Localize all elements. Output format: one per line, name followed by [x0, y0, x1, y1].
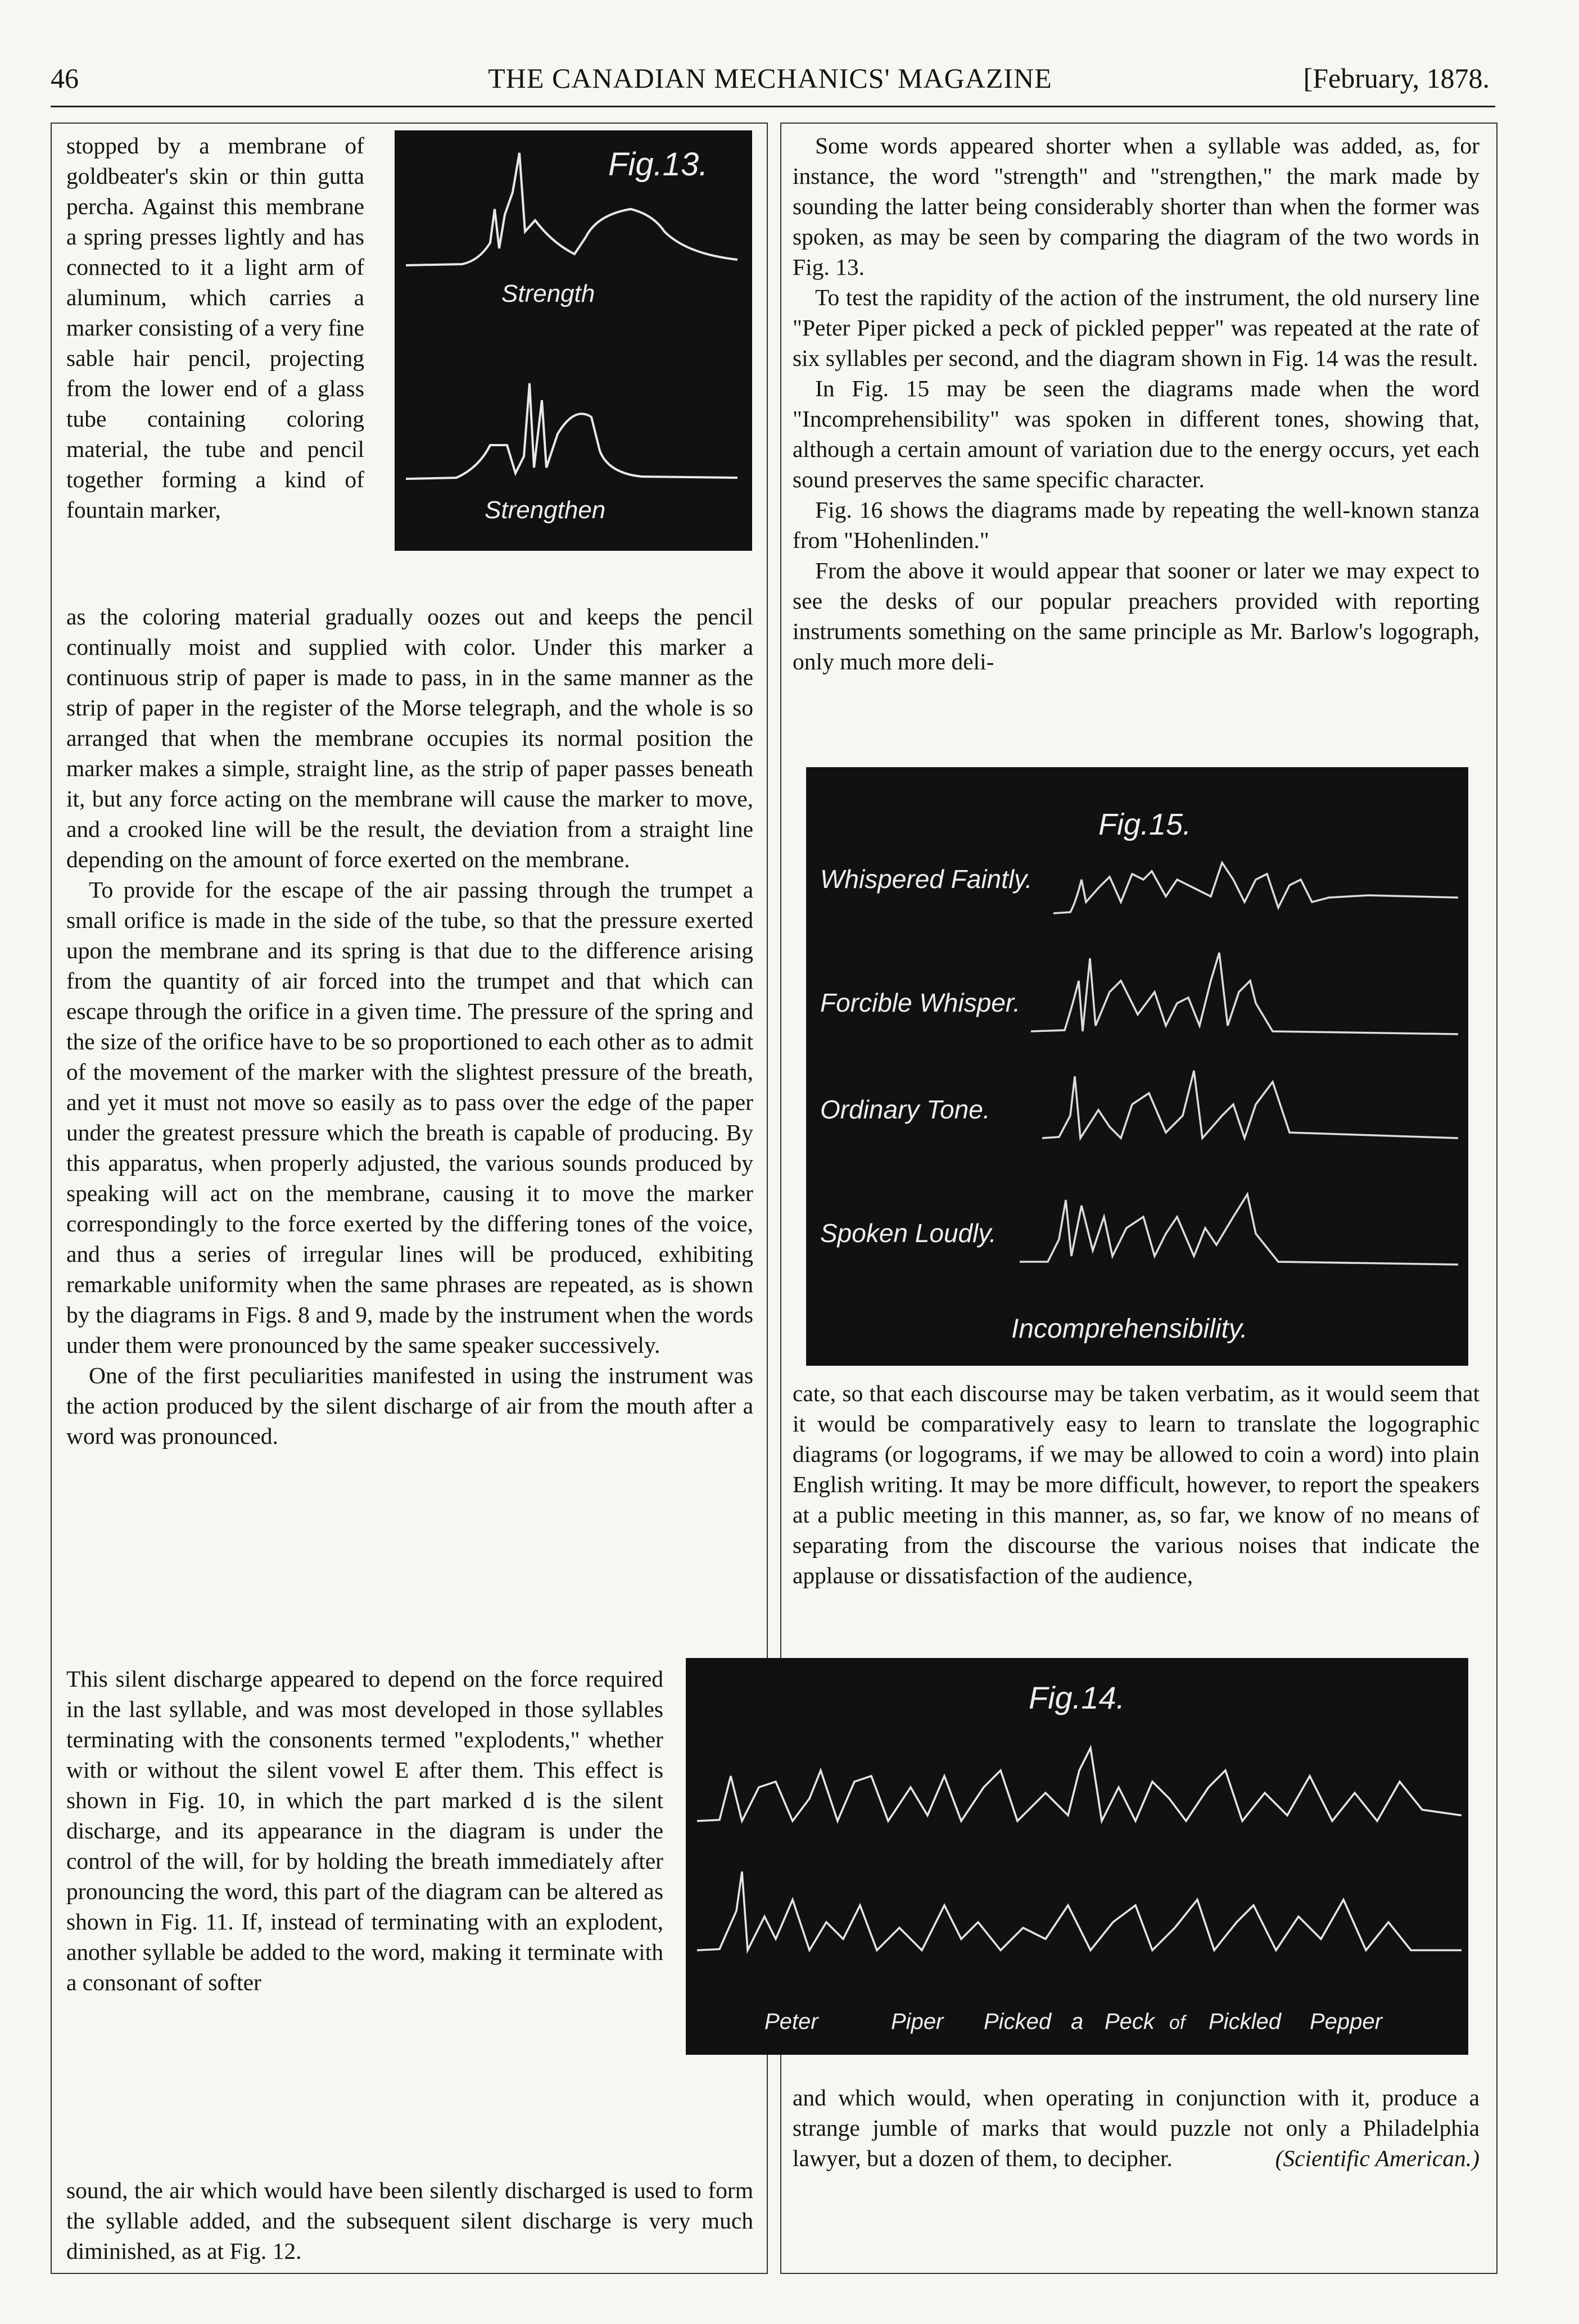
paragraph: To provide for the escape of the air passing through the trumpet a small orifice is made in the side of the tube, so that the pressure exerted upon the membrane and its spring is that due to the difference arising from the quantity of air forced into the trumpet and that which can escape through the orifice in a given time. The pressure of the spring and the size of the orifice have to be so proportioned to each other as to admit of the movement of the marker with the slightest pressure of the breath, and yet it must not move so easily as to pass over the edge of the paper under the greatest pressure which the breath is capable of producing. By this apparatus, when properly adjusted, the various sounds produced by speaking will act on the membrane, causing it to move the marker correspondingly to the force exerted by the differing tones of the voice, and thus a series of irregular lines will be produced, exhibiting remarkable uniformity when the same phrases are repeated, as is shown by the diagrams in Figs. 8 and 9, made by the instrument when the words under them were pronounced by the same speaker successively. [66, 877, 753, 1358]
paragraph: From the above it would appear that sooner or later we may expect to see the desks of our popular preachers provided with reporting instruments something on the same principle as Mr. Barlow's logograph, only much more deli- [793, 558, 1480, 674]
paragraph: To test the rapidity of the action of the instrument, the old nursery line "Peter Piper picked a peck of pickled pepper" was repeated at the rate of six syllables per second, and the diagram shown in Fig. 14 was the result. [793, 284, 1480, 371]
word-caption: Peter [764, 2009, 818, 2034]
page-number: 46 [51, 62, 79, 94]
figure-13-label: Fig.13. [608, 146, 708, 183]
paragraph: stopped by a membrane of goldbeater's skin or thin gutta percha. Against this membrane a spring presses lightly and has connected to it a light arm of aluminum, which carries a marker consisting of a very fine sable hair pencil, projecting from the lower end of a glass tube containing coloring material, the tube and pencil together forming a kind of fountain marker, [66, 133, 364, 523]
header-rule [51, 106, 1495, 107]
figure-15-svg [806, 767, 1468, 1366]
spoken-loudly-waveform [1020, 1194, 1458, 1265]
strengthen-waveform [406, 383, 738, 479]
left-column-fig14-wrap [66, 1664, 663, 1997]
right-column-bottom [793, 2082, 1480, 2173]
paragraph: In Fig. 15 may be seen the diagrams made when the word "Incomprehensibility" was spoken in different tones, showing that, although a certain amount of variation due to the energy occurs, yet each sound preserves the same specific character. [793, 375, 1480, 492]
figure-14-label: Fig.14. [1029, 1680, 1125, 1715]
paragraph: One of the first peculiarities manifested in using the instrument was the action produced by the silent discharge of air from the mouth after a word was pronounced. [66, 1362, 753, 1449]
strength-caption: Strength [501, 280, 595, 307]
left-column-main [66, 601, 753, 1451]
paragraph: sound, the air which would have been silently discharged is used to form the syllable added, and the subsequent silent discharge is very much diminished, as at Fig. 12. [66, 2177, 753, 2264]
word-caption: Peck [1105, 2009, 1155, 2034]
strengthen-caption: Strengthen [485, 496, 606, 524]
word-caption: Piper [891, 2009, 944, 2034]
row-label-forcible-whisper: Forcible Whisper. [820, 988, 1021, 1017]
forcible-whisper-waveform [1031, 953, 1458, 1034]
closing-text: and which would, when operating in conjunction with it, produce a strange jumble of marks that would puzzle not only a Philadelphia lawyer, but a dozen of them, to decipher. [793, 2085, 1480, 2171]
left-column-bottom [66, 2175, 753, 2266]
fig15-row-1 [820, 863, 1458, 913]
paragraph: Fig. 16 shows the diagrams made by repeating the well-known stanza from "Hohenlinden." [793, 497, 1480, 553]
fig14-word-captions [764, 2009, 1383, 2034]
word-caption: Pickled [1209, 2009, 1281, 2034]
row-label-spoken-loudly: Spoken Loudly. [820, 1218, 997, 1248]
figure-15 [806, 767, 1468, 1366]
paragraph: cate, so that each discourse may be taken verbatim, as it would seem that it would be comparatively easy to learn to translate the logographic diagrams (or logograms, if we may be allowed to coin a word) into plain English writing. It may be more difficult, however, to report the speakers at a public meeting in this manner, as, so far, we know of no means of separating from the discourse the various noises that indicate the applause or dissatisfaction of the audience, [793, 1380, 1480, 1588]
fig15-row-3 [820, 1071, 1458, 1138]
word-caption: Picked [984, 2009, 1052, 2034]
fig14-lower-waveform [697, 1872, 1462, 1950]
row-label-ordinary-tone: Ordinary Tone. [820, 1095, 990, 1124]
paragraph [793, 2082, 1480, 2173]
right-column-top [793, 130, 1480, 677]
running-header [51, 62, 1490, 107]
figure-15-label: Fig.15. [1098, 808, 1192, 841]
fig15-row-4 [820, 1194, 1458, 1265]
paragraph: This silent discharge appeared to depend on the force required in the last syllable, and was most developed in those syllables terminating with the consonents termed "explodents," whether with or without the silent vowel E after them. This effect is shown in Fig. 10, in which the part marked d is the silent discharge, and its appearance in the diagram is under the control of the will, for by holding the breath immediately after pronouncing the word, this part of the diagram can be altered as shown in Fig. 11. If, instead of terminating with an explodent, another syllable be added to the word, making it terminate with a consonant of softer [66, 1666, 663, 1995]
source-credit: (Scientific American.) [1275, 2145, 1480, 2171]
fig14-upper-waveform [697, 1748, 1462, 1821]
magazine-title: THE CANADIAN MECHANICS' MAGAZINE [488, 62, 1052, 94]
word-caption: a [1071, 2009, 1084, 2034]
whispered-faintly-waveform [1053, 863, 1458, 913]
row-label-whispered-faintly: Whispered Faintly. [820, 864, 1033, 894]
word-caption: Pepper [1310, 2009, 1382, 2034]
ordinary-tone-waveform [1042, 1071, 1458, 1138]
figure-13 [395, 130, 752, 551]
paragraph: as the coloring material gradually oozes out and keeps the pencil continually moist and supplied with color. Under this marker a continuous strip of paper is made to pass, in in the same manner as the strip of paper in the register of the Morse telegraph, and the whole is so arranged that when the membrane occupies its normal position the marker makes a simple, straight line, as the strip of paper passes beneath it, but any force acting on the membrane will cause the marker to move, and a crooked line will be the result, the deviation from a straight line depending on the amount of force exerted on the membrane. [66, 604, 753, 872]
fig15-word-caption: Incomprehensibility. [1011, 1314, 1248, 1344]
figure-14-svg [686, 1658, 1468, 2055]
figure-14 [686, 1658, 1468, 2055]
paragraph: Some words appeared shorter when a syllable was added, as, for instance, the word "strength" and "strengthen," the mark made by sounding the latter being considerably shorter than when the former was spoken, as may be seen by comparing the diagram of the two words in Fig. 13. [793, 133, 1480, 280]
left-column-top-wrap [66, 130, 364, 525]
fig15-row-2 [820, 953, 1458, 1034]
right-column-middle [793, 1378, 1480, 1591]
issue-date: [February, 1878. [1303, 62, 1490, 94]
word-caption: of [1169, 2012, 1186, 2033]
figure-13-svg [395, 130, 752, 551]
